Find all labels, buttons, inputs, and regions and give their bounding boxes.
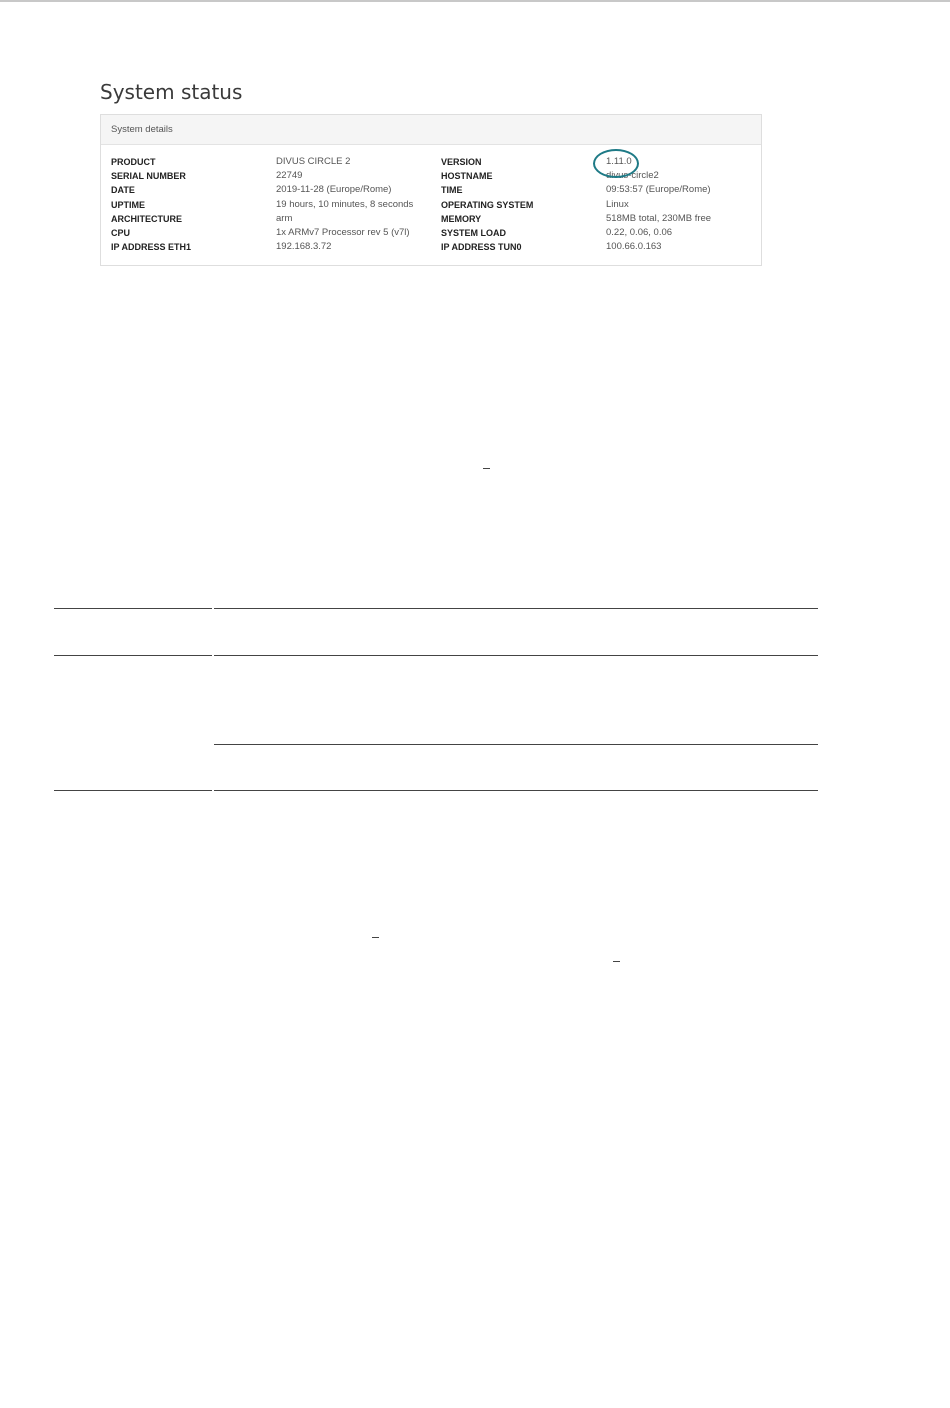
table-rule — [54, 655, 212, 656]
label-version: VERSION — [441, 157, 482, 167]
label-operating-system: OPERATING SYSTEM — [441, 199, 534, 210]
value-architecture: arm — [276, 212, 293, 224]
value-time: 09:53:57 (Europe/Rome) — [606, 184, 711, 196]
dash-mark — [483, 468, 490, 469]
table-rule — [214, 744, 818, 745]
table-rule — [214, 608, 818, 609]
value-operating-system: Linux — [606, 198, 629, 210]
label-time: TIME — [441, 185, 463, 196]
value-ip-address-tun0: 100.66.0.163 — [606, 241, 662, 253]
details-row — [111, 198, 751, 212]
label-ip-address-tun0: IP ADDRESS TUN0 — [441, 242, 522, 253]
value-serial-number: 22749 — [276, 170, 303, 182]
details-row — [111, 212, 751, 226]
value-hostname: divus-circle2 — [606, 170, 659, 182]
details-row — [111, 240, 751, 254]
value-cpu: 1x ARMv7 Processor rev 5 (v7l) — [276, 227, 410, 238]
label-system-load: SYSTEM LOAD — [441, 228, 507, 238]
system-details-panel — [100, 114, 762, 266]
details-row — [111, 169, 751, 183]
table-rule — [214, 655, 818, 656]
label-cpu: CPU — [111, 228, 131, 238]
label-ip-address-eth1: IP ADDRESS ETH1 — [111, 242, 192, 253]
value-system-load: 0.22, 0.06, 0.06 — [606, 227, 673, 238]
value-uptime: 19 hours, 10 minutes, 8 seconds — [276, 198, 414, 210]
label-hostname: HOSTNAME — [441, 171, 493, 182]
details-row — [111, 226, 751, 240]
value-date: 2019-11-28 (Europe/Rome) — [276, 184, 392, 196]
details-row — [111, 155, 751, 169]
value-product: DIVUS CIRCLE 2 — [276, 156, 351, 167]
page-top-rule — [0, 0, 950, 2]
label-product: PRODUCT — [111, 157, 156, 167]
page-title: System status — [100, 80, 243, 104]
label-memory: MEMORY — [441, 213, 482, 224]
details-row — [111, 183, 751, 197]
label-date: DATE — [111, 185, 135, 196]
table-rule — [214, 790, 818, 791]
value-memory: 518MB total, 230MB free — [606, 212, 712, 224]
system-details-grid — [111, 155, 751, 253]
label-uptime: UPTIME — [111, 199, 146, 210]
value-ip-address-eth1: 192.168.3.72 — [276, 241, 332, 253]
label-serial-number: SERIAL NUMBER — [111, 171, 186, 182]
dash-mark — [372, 937, 379, 938]
version-highlight-circle — [593, 149, 639, 178]
panel-heading: System details — [101, 115, 761, 145]
dash-mark — [613, 961, 620, 962]
value-version: 1.11.0 — [606, 156, 632, 167]
table-rule — [54, 790, 212, 791]
label-architecture: ARCHITECTURE — [111, 213, 182, 224]
table-rule — [54, 608, 212, 609]
